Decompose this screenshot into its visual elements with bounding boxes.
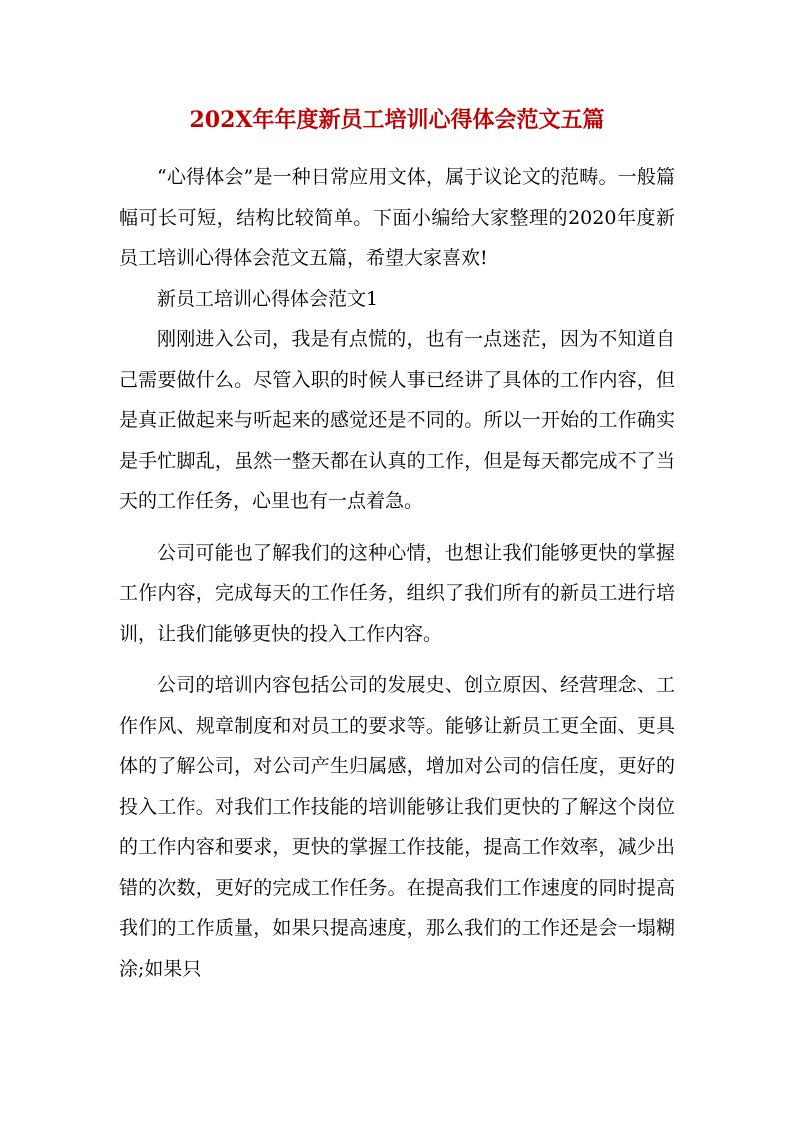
paragraph-intro: “心得体会”是一种日常应用文体，属于议论文的范畴。一般篇幅可长可短，结构比较简单。下面小编给大家整理的2020年度新员工培训心得体会范文五篇，希望大家喜欢!	[119, 166, 675, 269]
paragraph: 刚刚进入公司，我是有点慌的，也有一点迷茫，因为不知道自己需要做什么。尽管入职的时候人事已经讲了具体的工作内容，但是真正做起来与听起来的感觉还是不同的。所以一开始的工作确实是手忙脚乱，虽然一整天都在认真的工作，但是每天都完成不了当天的工作任务，心里也有一点着急。	[119, 328, 675, 512]
paragraph: 公司的培训内容包括公司的发展史、创立原因、经营理念、工作作风、规章制度和对员工的要求等。能够让新员工更全面、更具体的了解公司，对公司产生归属感，增加对公司的信任度，更好的投入工作。对我们工作技能的培训能够让我们更快的了解这个岗位的工作内容和要求，更快的掌握工作技能，提高工作效率，减少出错的次数，更好的完成工作任务。在提高我们工作速度的同时提高我们的工作质量，如果只提高速度，那么我们的工作还是会一塌糊涂;如果只	[119, 674, 675, 980]
document-body	[119, 157, 675, 989]
document-title: 202X年年度新员工培训心得体会范文五篇	[189, 107, 605, 133]
section-heading: 新员工培训心得体会范文1	[157, 287, 379, 310]
paragraph: 公司可能也了解我们的这种心情，也想让我们能够更快的掌握工作内容，完成每天的工作任务，组织了我们所有的新员工进行培训，让我们能够更快的投入工作内容。	[119, 541, 675, 645]
